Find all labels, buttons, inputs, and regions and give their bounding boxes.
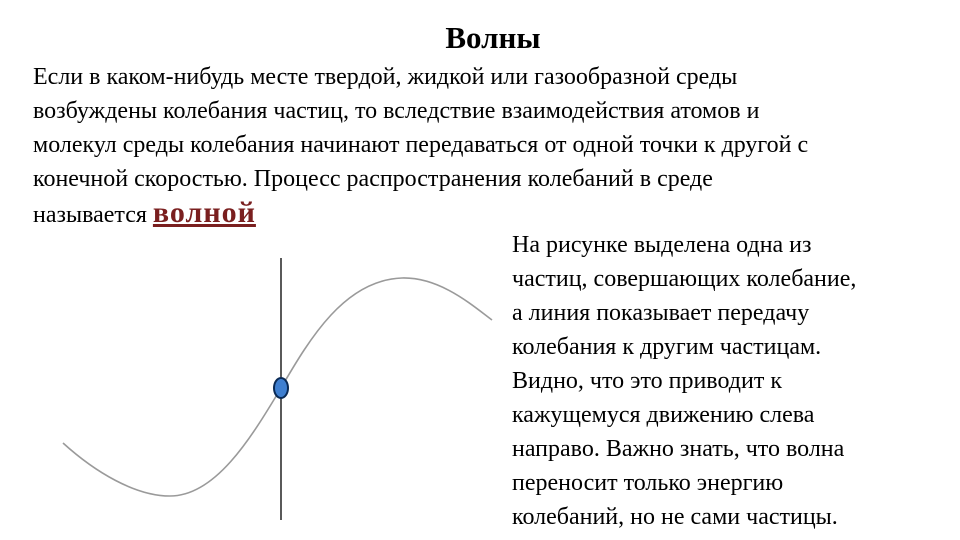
caption-line: частиц, совершающих колебание, bbox=[512, 266, 857, 292]
particle-dot-icon bbox=[274, 378, 288, 398]
highlight-term: волной bbox=[152, 196, 256, 229]
caption-line: колебаний, но не сами частицы. bbox=[512, 504, 838, 530]
caption-paragraph bbox=[512, 228, 952, 534]
intro-last-prefix: называется bbox=[33, 202, 153, 228]
intro-line: возбуждены колебания частиц, то вследствие взаимодействия атомов и bbox=[33, 98, 760, 124]
intro-line: молекул среды колебания начинают передаваться от одной точки к другой с bbox=[33, 132, 809, 158]
slide-title: Волны bbox=[445, 20, 541, 55]
intro-line: конечной скоростью. Процесс распространения колебаний в среде bbox=[33, 166, 713, 192]
caption-line: На рисунке выделена одна из bbox=[512, 232, 812, 258]
caption-line: колебания к другим частицам. bbox=[512, 334, 822, 360]
caption-line: кажущемуся движению слева bbox=[512, 402, 815, 428]
caption-line: направо. Важно знать, что волна bbox=[512, 436, 845, 462]
intro-line: Если в каком-нибудь месте твердой, жидкой или газообразной среды bbox=[33, 64, 738, 90]
caption-line: Видно, что это приводит к bbox=[512, 368, 782, 394]
caption-line: а линия показывает передачу bbox=[512, 300, 810, 326]
caption-line: переносит только энергию bbox=[512, 470, 784, 496]
